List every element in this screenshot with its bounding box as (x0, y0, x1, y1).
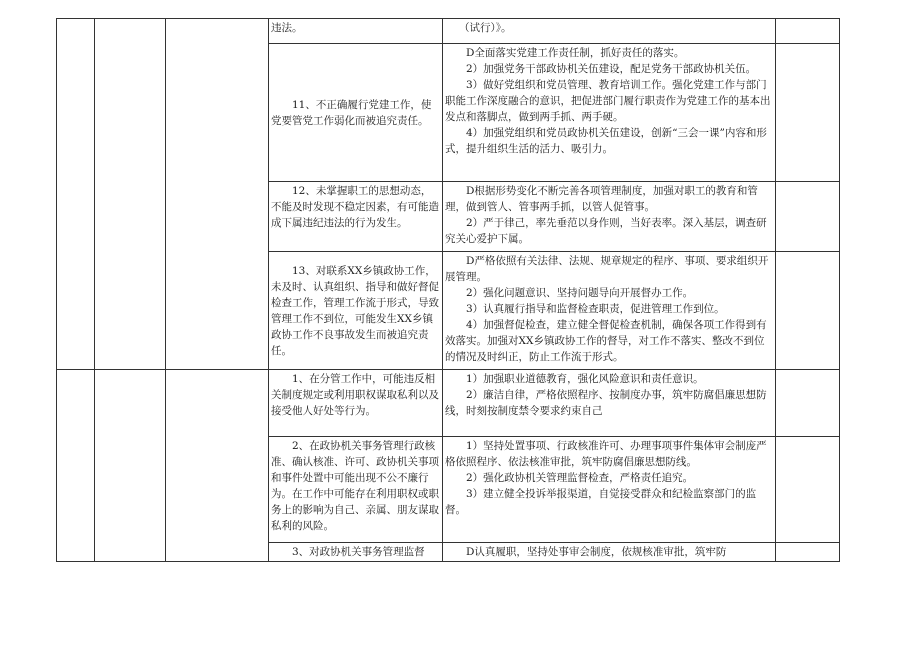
risk-cell: 1、在分管工作中，可能违反相关制度规定或利用职权谋取私利以及接受他人好处等行为。 (269, 370, 443, 437)
risk-cell: 违法。 (269, 19, 443, 44)
cell-note (776, 252, 840, 370)
cell-index (57, 19, 95, 370)
measure-cell: 1）加强职业道德教育，强化风险意识和责任意识。 2）廉洁自律，严格依照程序、按制度办事，筑牢防腐倡廉思想防线，时刻按制度禁令要求约束自己 (443, 370, 776, 437)
cell-category (95, 19, 166, 370)
measure-cell: （试行）》。 (443, 19, 776, 44)
table-row (57, 370, 840, 437)
risk-cell: 13、对联系XX乡镇政协工作，未及时、认真组织、指导和做好督促检查工作，管理工作流于形式，导致管理工作不到位，可能发生XX乡镇政协工作不良事故发生而被追究责任。 (269, 252, 443, 370)
cell-note (776, 543, 840, 562)
cell-category (95, 370, 166, 562)
cell-note (776, 19, 840, 44)
risk-table (56, 18, 840, 562)
cell-post (166, 370, 269, 562)
cell-note (776, 437, 840, 543)
measure-cell: D认真履职，坚持处事审会制度，依规核准审批，筑牢防 (443, 543, 776, 562)
measure-cell: 1）坚持处置事项、行政核准许可、办理事项事件集体审会制庞严格依照程序、依法核准审批，筑牢防腐倡廉思想防线。 2）强化政协机关管理监督检查，严格责任追究。 3）建立健全投诉举报渠道，自觉接受群众和纪检监察部门的监督。 (443, 437, 776, 543)
cell-note (776, 44, 840, 182)
cell-note (776, 370, 840, 437)
cell-post (166, 19, 269, 370)
measure-cell: D全面落实党建工作责任制，抓好责任的落实。 2）加强党务干部政协机关伍建设，配足党务干部政协机关伍。 3）做好党组织和党员管理、教育培训工作。强化党建工作与部门职能工作深度融合的意识，把促进部门履行职责作为党建工作的基本出发点和落脚点，做到两手抓、两手硬。 4）加强党组织和党员政协机关伍建设，创新“三会一课”内容和形式，提升组织生活的活力、吸引力。 (443, 44, 776, 182)
cell-note (776, 182, 840, 252)
risk-cell: 12、未掌握职工的思想动态，不能及时发现不稳定因素，有可能造成下属违纪违法的行为发生。 (269, 182, 443, 252)
risk-cell: 11、不正确履行党建工作，使党要管党工作弱化而被追究责任。 (269, 44, 443, 182)
measure-cell: D根据形势变化不断完善各项管理制度，加强对职工的教育和管理，做到管人、管事两手抓，以管人促管事。 2）严于律己，率先垂范以身作则，当好表率。深入基层，调查研究关心爱护下属。 (443, 182, 776, 252)
cell-index (57, 370, 95, 562)
measure-cell: D严格依照有关法律、法规、规章规定的程序、事项、要求组织开展管理。 2）强化问题意识、坚持问题导向开展督办工作。 3）认真履行指导和监督检查职责，促进管理工作到位。 4）加强督促检查，建立健全督促检查机制，确保各项工作得到有效落实。加强对XX乡镇政协工作的督导，对工作不落实、整改不到位的情况及时纠正，防止工作流于形式。 (443, 252, 776, 370)
table-row (57, 19, 840, 44)
risk-cell: 2、在政协机关事务管理行政核准、确认核准、许可、政协机关事项和事件处置中可能出现不公不廉行为。在工作中可能存在利用职权或职务上的影响为自己、亲属、朋友谋取私利的风险。 (269, 437, 443, 543)
risk-cell: 3、对政协机关事务管理监督 (269, 543, 443, 562)
